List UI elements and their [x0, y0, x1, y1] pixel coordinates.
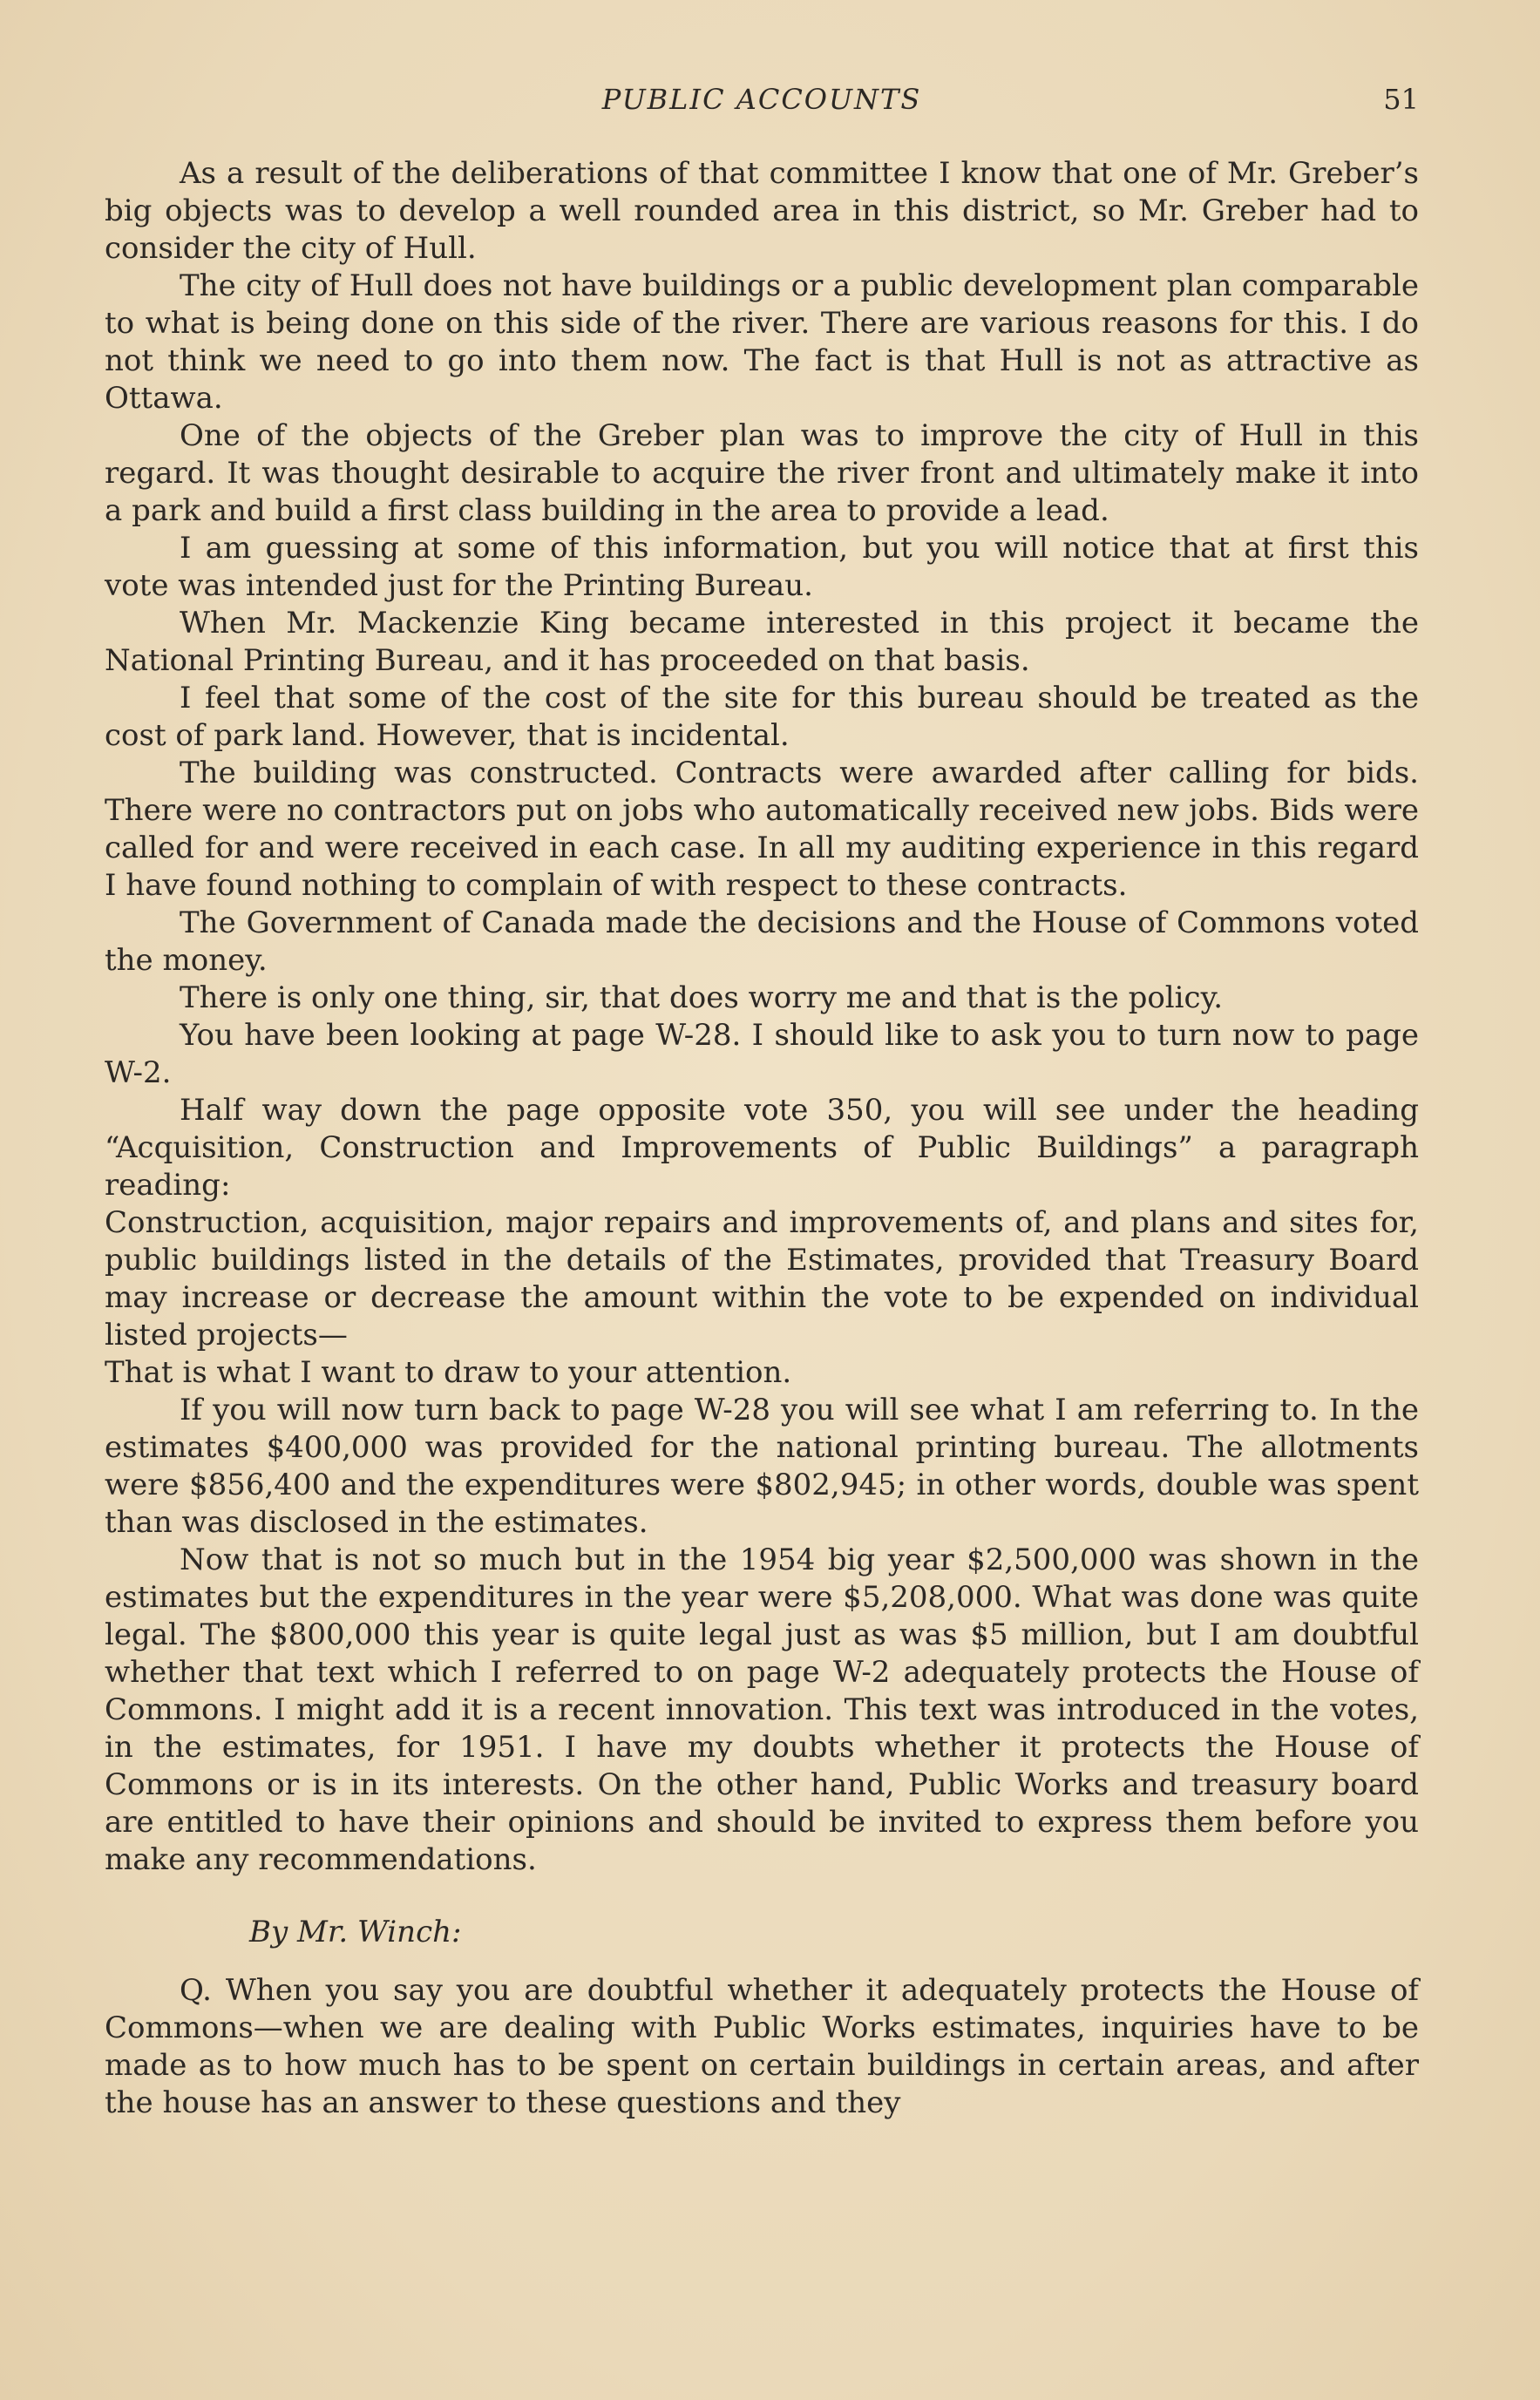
paragraph: If you will now turn back to page W-28 you will see what I am referring to. In the estimates $400,000 was provided for the national printing bureau. The allotments were $856,400 and the expenditures were $802,945; in other words, double was spent than was disclosed in the estimates.: [105, 1393, 1419, 1540]
paragraph: The city of Hull does not have buildings or a public development plan comparable to what is being done on this side of the river. There are various reasons for this. I do not think we need to go into them now. The fact is that Hull is not as attractive as Ottawa.: [105, 268, 1419, 416]
paragraph: The Government of Canada made the decisions and the House of Commons voted the money.: [105, 905, 1419, 978]
paragraph: That is what I want to draw to your attention.: [105, 1355, 792, 1390]
speaker-heading: By Mr. Winch:: [249, 1915, 462, 1949]
body-text: [105, 155, 1419, 2122]
page-header: [105, 83, 1419, 126]
paragraph: There is only one thing, sir, that does worry me and that is the policy.: [180, 980, 1224, 1015]
paragraph: Q. When you say you are doubtful whether it adequately protects the House of Commons—when we are dealing with Public Works estimates, inquiries have to be made as to how much has to be spent on certain buildings in certain areas, and after the house has an answer to these questions and they: [105, 1973, 1419, 2120]
paragraph: Now that is not so much but in the 1954 big year $2,500,000 was shown in the estimates but the expenditures in the year were $5,208,000. What was done was quite legal. The $800,000 this year is quite legal just as was $5 million, but I am doubtful whether that text which I referred to on page W-2 adequately protects the House of Commons. I might add it is a recent innovation. This text was introduced in the votes, in the estimates, for 1951. I have my doubts whether it protects the House of Commons or is in its interests. On the other hand, Public Works and treasury board are entitled to have their opinions and should be invited to express them before you make any recommendations.: [105, 1542, 1419, 1877]
running-head: PUBLIC ACCOUNTS: [601, 83, 922, 116]
paragraph: Half way down the page opposite vote 350, you will see under the heading “Acquisition, Construction and Improvements of Public Buildings” a paragraph reading:: [105, 1093, 1419, 1203]
paragraph: When Mr. Mackenzie King became interested in this project it became the National Printing Bureau, and it has proceeded on that basis.: [105, 606, 1419, 678]
paragraph: I feel that some of the cost of the site for this bureau should be treated as the cost of park land. However, that is incidental.: [105, 681, 1419, 753]
paragraph: You have been looking at page W-28. I should like to ask you to turn now to page W-2.: [105, 1018, 1419, 1090]
paragraph: One of the objects of the Greber plan was to improve the city of Hull in this regard. It was thought desirable to acquire the river front and ultimately make it into a park and build a first class building in the area to provide a lead.: [105, 418, 1419, 528]
paragraph: As a result of the deliberations of that committee I know that one of Mr. Greber’s big objects was to develop a well rounded area in this district, so Mr. Greber had to consider the city of Hull.: [105, 156, 1419, 266]
block-quote: Construction, acquisition, major repairs and improvements of, and plans and sites for, public buildings listed in the details of the Estimates, provided that Treasury Board may increase or decrease the amount within the vote to be expended on individual listed projects—: [105, 1205, 1419, 1353]
paragraph: The building was constructed. Contracts were awarded after calling for bids. There were no contractors put on jobs who automatically received new jobs. Bids were called for and were received in each case. In all my auditing experience in this regard I have found nothing to complain of with respect to these contracts.: [105, 756, 1419, 903]
page-number: 51: [1383, 83, 1419, 116]
paragraph: I am guessing at some of this information, but you will notice that at first this vote was intended just for the Printing Bureau.: [105, 531, 1419, 603]
